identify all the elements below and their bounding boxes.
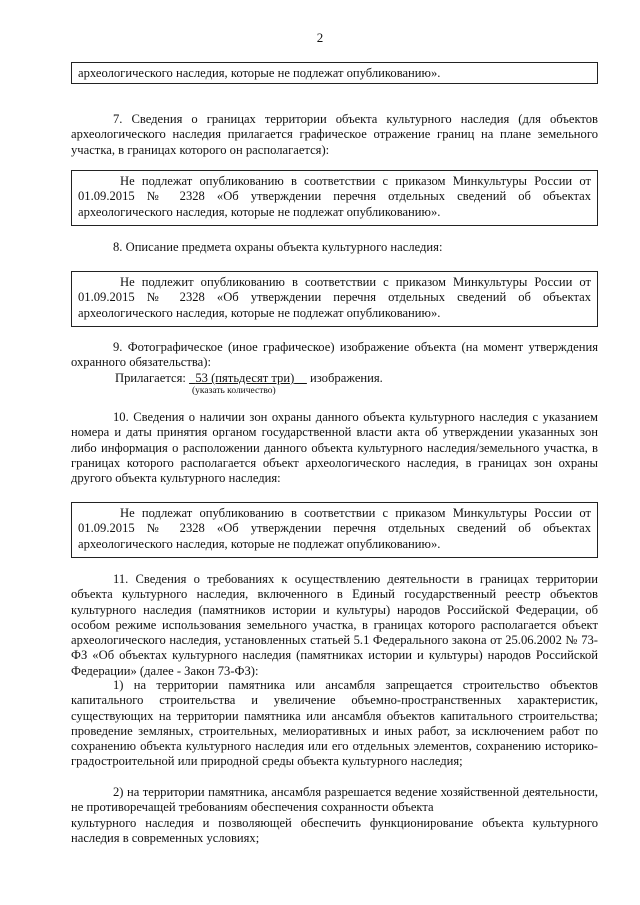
notice-box-10-text: Не подлежат опубликованию в соответствии с приказом Минкультуры России от 01.09.2015 № 2328 «Об утверждении перечня отдельных сведений об объектах археологического наследия, которые не подлежат опубликованию». [78, 506, 591, 551]
section-7-text: 7. Сведения о границах территории объекта культурного наследия (для объектов археологического наследия прилагается графическое отражение границ на плане земельного участка, в границах которого он располагается): [71, 112, 598, 157]
page-number: 2 [316, 30, 324, 45]
section-9-text: 9. Фотографическое (иное графическое) изображение объекта (на момент утверждения охранного обязательства): [71, 340, 598, 370]
notice-box-7-text: Не подлежат опубликованию в соответствии с приказом Минкультуры России от 01.09.2015 № 2328 «Об утверждении перечня отдельных сведений об объектах археологического наследия, которые не подлежат опубликованию». [78, 174, 591, 219]
attachment-prefix: Прилагается: [115, 371, 186, 385]
notice-box-7 [71, 170, 598, 226]
section-11-item-1: 1) на территории памятника или ансамбля запрещается строительство объектов капитального строительства и увеличение объемно-пространственных характеристик, существующих на территории памятника или ансамбля объектов капитального строительства; проведение земляных, строительных, мелиоративных и иных работ, за исключением работ по сохранению объекта культурного наследия или его отдельных элементов, сохранению историко-градостроительной или природной среды объекта культурного наследия; [71, 678, 598, 769]
notice-box-top-text: археологического наследия, которые не подлежат опубликованию». [78, 66, 441, 80]
section-10-text: 10. Сведения о наличии зон охраны данного объекта культурного наследия с указанием номера и даты принятия органом государственной власти акта об утверждении указанных зон либо информация о расположении данного объекта культурного наследия/земельного участка, в границах которого располагается объект археологического наследия, в границах зон охраны другого объекта культурного наследия: [71, 410, 598, 486]
notice-box-8 [71, 271, 598, 327]
attachment-suffix: изображения. [310, 371, 383, 385]
section-9-attachment [115, 371, 595, 386]
attachment-count: 53 (пятьдесят три) [195, 371, 295, 385]
attachment-caption: (указать количество) [192, 386, 276, 396]
notice-box-10 [71, 502, 598, 558]
section-11-text: 11. Сведения о требованиях к осуществлению деятельности в границах территории объекта культурного наследия, включенного в Единый государственный реестр объектов культурного наследия (памятников истории и культуры) народов Российской Федерации, об особом режиме использования земельного участка, в границах которого располагается объект археологического наследия, установленных статьей 5.1 Федерального закона от 25.06.2002 № 73-ФЗ «Об объектах культурного наследия (памятниках истории и культуры) народов Российской Федерации» (далее - Закон 73-ФЗ): [71, 572, 598, 678]
section-11-item-2-continued: культурного наследия и позволяющей обеспечить функционирование объекта культурного наследия в современных условиях; [71, 816, 598, 846]
section-8-text: 8. Описание предмета охраны объекта культурного наследия: [113, 240, 443, 254]
notice-box-top [71, 62, 598, 84]
notice-box-8-text: Не подлежит опубликованию в соответствии с приказом Минкультуры России от 01.09.2015 № 2328 «Об утверждении перечня отдельных сведений об объектах археологического наследия, которые не подлежат опубликованию». [78, 275, 591, 320]
section-11-item-2-line: 2) на территории памятника, ансамбля разрешается ведение хозяйственной деятельности, не противоречащей требованиям обеспечения сохранности объекта [71, 785, 598, 815]
